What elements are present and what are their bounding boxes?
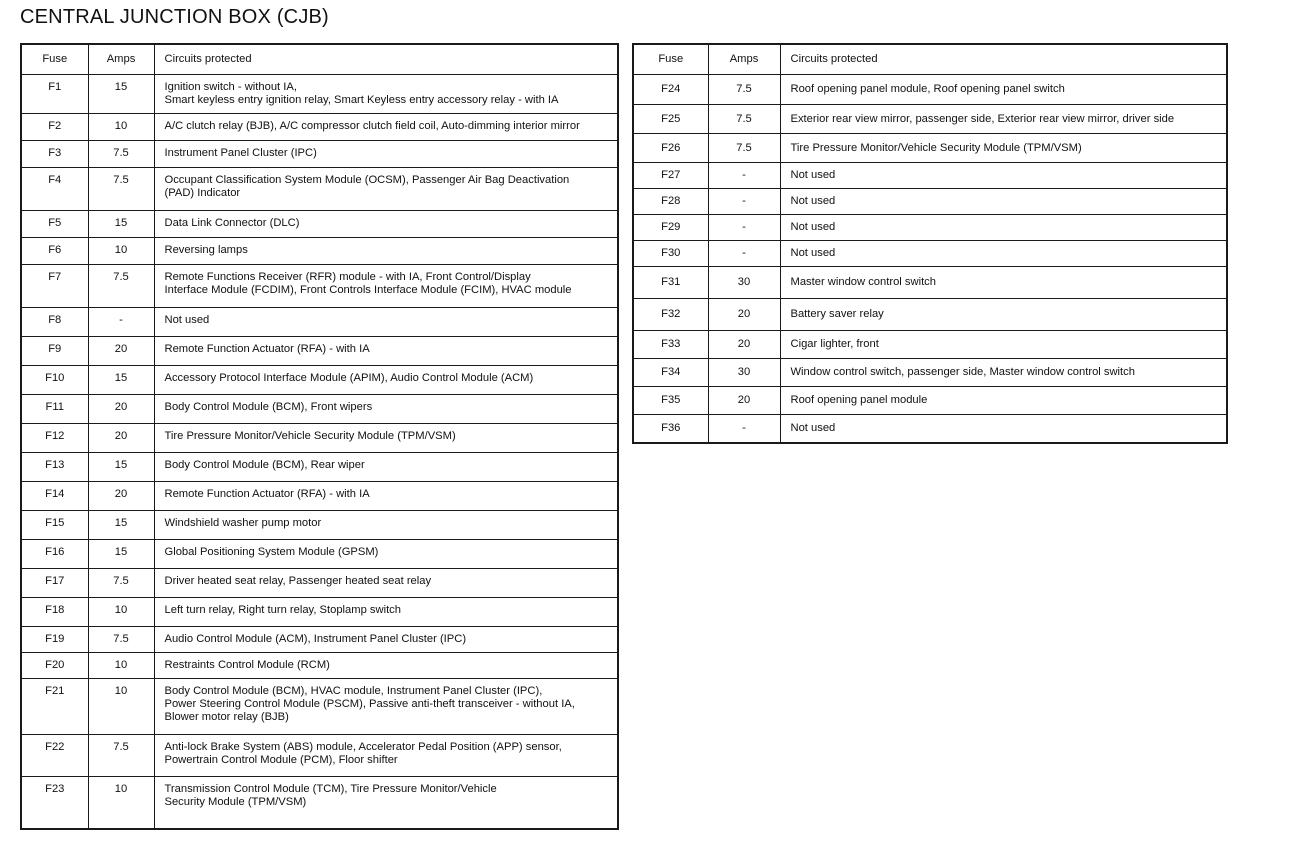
fuse-id: F1 xyxy=(21,75,88,114)
circuit-line: Data Link Connector (DLC) xyxy=(164,217,300,229)
circuit-line: Master window control switch xyxy=(790,276,936,288)
circuit-line: Interface Module (FCDIM), Front Controls Interface Module (FCIM), HVAC module xyxy=(164,284,572,296)
table-row xyxy=(21,735,618,777)
table-row xyxy=(21,453,618,482)
fuse-amps: 10 xyxy=(88,679,154,735)
circuit-line: Tire Pressure Monitor/Vehicle Security Module (TPM/VSM) xyxy=(790,141,1082,154)
circuit-line: Tire Pressure Monitor/Vehicle Security Module (TPM/VSM) xyxy=(164,430,456,442)
fuse-id: F13 xyxy=(21,453,88,482)
circuits-protected xyxy=(154,114,618,141)
circuits-protected xyxy=(780,163,1227,189)
table-row xyxy=(633,299,1227,331)
fuse-amps: - xyxy=(708,415,780,443)
circuit-line: Not used xyxy=(790,247,836,259)
circuit-line: Anti-lock Brake System (ABS) module, Accelerator Pedal Position (APP) sensor, xyxy=(164,741,562,753)
circuits-protected xyxy=(780,134,1227,163)
fuse-id: F25 xyxy=(633,105,708,134)
table-row xyxy=(21,141,618,168)
fuse-id: F9 xyxy=(21,337,88,366)
header-amps: Amps xyxy=(708,44,780,75)
circuits-protected xyxy=(780,415,1227,443)
circuit-line: Powertrain Control Module (PCM), Floor shifter xyxy=(164,754,398,766)
circuits-protected xyxy=(154,366,618,395)
circuits-protected xyxy=(154,540,618,569)
circuits-protected xyxy=(780,215,1227,241)
circuits-protected xyxy=(154,424,618,453)
page-title: CENTRAL JUNCTION BOX (CJB) xyxy=(20,6,329,28)
table-row xyxy=(633,105,1227,134)
fuse-id: F18 xyxy=(21,598,88,627)
fuse-amps: 7.5 xyxy=(88,168,154,211)
table-row xyxy=(21,395,618,424)
header-fuse: Fuse xyxy=(633,44,708,75)
fuse-amps: - xyxy=(708,241,780,267)
table-row xyxy=(633,163,1227,189)
fuse-amps: 15 xyxy=(88,511,154,540)
fuse-id: F23 xyxy=(21,777,88,829)
table-row xyxy=(21,114,618,141)
table-row xyxy=(633,387,1227,415)
circuit-line: A/C clutch relay (BJB), A/C compressor clutch field coil, Auto-dimming interior mirror xyxy=(164,120,580,132)
circuits-protected xyxy=(154,75,618,114)
table-row xyxy=(21,569,618,598)
circuits-protected xyxy=(154,308,618,337)
fuse-id: F3 xyxy=(21,141,88,168)
header-amps: Amps xyxy=(88,44,154,75)
fuse-id: F15 xyxy=(21,511,88,540)
fuse-id: F36 xyxy=(633,415,708,443)
circuits-protected xyxy=(154,453,618,482)
fuse-id: F10 xyxy=(21,366,88,395)
circuits-protected xyxy=(154,211,618,238)
circuits-protected xyxy=(154,511,618,540)
table-row xyxy=(21,238,618,265)
fuse-amps: - xyxy=(708,189,780,215)
fuse-id: F16 xyxy=(21,540,88,569)
fuse-amps: 10 xyxy=(88,777,154,829)
fuse-id: F6 xyxy=(21,238,88,265)
fuse-amps: 15 xyxy=(88,366,154,395)
circuit-line: Instrument Panel Cluster (IPC) xyxy=(164,147,317,159)
circuits-protected xyxy=(154,265,618,308)
fuse-amps: 20 xyxy=(708,331,780,359)
fuse-id: F35 xyxy=(633,387,708,415)
circuit-line: Roof opening panel module xyxy=(790,394,928,406)
fuse-amps: 7.5 xyxy=(88,141,154,168)
fuse-id: F32 xyxy=(633,299,708,331)
fuse-id: F31 xyxy=(633,267,708,299)
fuse-id: F22 xyxy=(21,735,88,777)
table-row xyxy=(21,75,618,114)
fuse-amps: 30 xyxy=(708,267,780,299)
circuit-line: Restraints Control Module (RCM) xyxy=(164,659,330,671)
circuit-line: Not used xyxy=(790,169,836,181)
circuits-protected xyxy=(780,299,1227,331)
circuits-protected xyxy=(154,653,618,679)
table-row xyxy=(633,359,1227,387)
table-row xyxy=(21,308,618,337)
fuse-amps: 20 xyxy=(88,337,154,366)
table-row xyxy=(21,653,618,679)
table-row xyxy=(21,265,618,308)
fuse-id: F5 xyxy=(21,211,88,238)
table-row xyxy=(21,366,618,395)
circuits-protected xyxy=(154,238,618,265)
circuit-line: Security Module (TPM/VSM) xyxy=(164,796,307,808)
fuse-amps: 20 xyxy=(88,482,154,511)
circuits-protected xyxy=(154,337,618,366)
fuse-id: F17 xyxy=(21,569,88,598)
circuits-protected xyxy=(154,735,618,777)
fuse-amps: 7.5 xyxy=(88,265,154,308)
header-circuits: Circuits protected xyxy=(780,44,1227,75)
table-row xyxy=(633,134,1227,163)
circuits-protected xyxy=(154,141,618,168)
fuse-amps: 15 xyxy=(88,540,154,569)
fuse-id: F24 xyxy=(633,75,708,105)
circuits-protected xyxy=(154,679,618,735)
circuit-line: (PAD) Indicator xyxy=(164,187,241,199)
circuits-protected xyxy=(780,387,1227,415)
table-row xyxy=(21,540,618,569)
fuse-amps: 7.5 xyxy=(708,134,780,163)
circuits-protected xyxy=(780,267,1227,299)
fuse-id: F2 xyxy=(21,114,88,141)
fuse-amps: 7.5 xyxy=(708,75,780,105)
circuits-protected xyxy=(780,105,1227,134)
fuse-amps: - xyxy=(708,215,780,241)
circuit-line: Accessory Protocol Interface Module (APIM), Audio Control Module (ACM) xyxy=(164,372,534,384)
circuit-line: Blower motor relay (BJB) xyxy=(164,711,289,723)
fuse-id: F14 xyxy=(21,482,88,511)
table-row xyxy=(633,267,1227,299)
circuit-line: Transmission Control Module (TCM), Tire Pressure Monitor/Vehicle xyxy=(164,783,497,795)
circuit-line: Exterior rear view mirror, passenger side, Exterior rear view mirror, driver side xyxy=(790,112,1175,125)
circuit-line: Power Steering Control Module (PSCM), Passive anti-theft transceiver - without IA, xyxy=(164,698,575,710)
table-row xyxy=(21,482,618,511)
fuse-id: F29 xyxy=(633,215,708,241)
circuit-line: Roof opening panel module, Roof opening panel switch xyxy=(790,83,1065,95)
circuit-line: Body Control Module (BCM), Front wipers xyxy=(164,401,373,413)
circuit-line: Battery saver relay xyxy=(790,308,884,320)
fuse-amps: - xyxy=(708,163,780,189)
fuse-id: F7 xyxy=(21,265,88,308)
table-row xyxy=(21,777,618,829)
circuits-protected xyxy=(780,75,1227,105)
fuse-amps: 7.5 xyxy=(88,735,154,777)
table-row xyxy=(633,215,1227,241)
fuse-id: F4 xyxy=(21,168,88,211)
circuit-line: Remote Function Actuator (RFA) - with IA xyxy=(164,488,370,500)
fuse-id: F8 xyxy=(21,308,88,337)
table-row xyxy=(633,189,1227,215)
fuse-amps: 7.5 xyxy=(88,569,154,598)
table-row xyxy=(21,679,618,735)
table-row xyxy=(21,511,618,540)
fuse-amps: 30 xyxy=(708,359,780,387)
table-row xyxy=(633,241,1227,267)
circuits-protected xyxy=(780,331,1227,359)
circuit-line: Occupant Classification System Module (OCSM), Passenger Air Bag Deactivation xyxy=(164,174,570,186)
table-row xyxy=(633,331,1227,359)
fuse-amps: 20 xyxy=(88,395,154,424)
circuit-line: Left turn relay, Right turn relay, Stoplamp switch xyxy=(164,604,401,616)
circuit-line: Global Positioning System Module (GPSM) xyxy=(164,546,379,558)
fuse-id: F20 xyxy=(21,653,88,679)
fuse-table-left xyxy=(20,43,619,830)
circuit-line: Body Control Module (BCM), HVAC module, Instrument Panel Cluster (IPC), xyxy=(164,685,543,697)
fuse-id: F21 xyxy=(21,679,88,735)
circuits-protected xyxy=(154,569,618,598)
fuse-amps: 10 xyxy=(88,238,154,265)
fuse-id: F11 xyxy=(21,395,88,424)
fuse-amps: 20 xyxy=(708,387,780,415)
circuit-line: Remote Function Actuator (RFA) - with IA xyxy=(164,343,370,355)
fuse-amps: 15 xyxy=(88,211,154,238)
header-circuits: Circuits protected xyxy=(154,44,618,75)
table-row xyxy=(21,168,618,211)
circuits-protected xyxy=(154,168,618,211)
fuse-id: F28 xyxy=(633,189,708,215)
fuse-id: F27 xyxy=(633,163,708,189)
circuits-protected xyxy=(780,241,1227,267)
circuit-line: Cigar lighter, front xyxy=(790,338,879,350)
fuse-id: F30 xyxy=(633,241,708,267)
fuse-id: F12 xyxy=(21,424,88,453)
fuse-id: F19 xyxy=(21,627,88,653)
circuit-line: Reversing lamps xyxy=(164,244,248,256)
table-row xyxy=(633,75,1227,105)
fuse-amps: 10 xyxy=(88,653,154,679)
table-header-row xyxy=(633,44,1227,75)
circuits-protected xyxy=(780,189,1227,215)
fuse-id: F33 xyxy=(633,331,708,359)
table-row xyxy=(21,424,618,453)
circuit-line: Not used xyxy=(790,221,836,233)
fuse-id: F34 xyxy=(633,359,708,387)
table-row xyxy=(21,211,618,238)
circuits-protected xyxy=(154,777,618,829)
fuse-amps: 20 xyxy=(708,299,780,331)
fuse-amps: 7.5 xyxy=(708,105,780,134)
table-row xyxy=(21,598,618,627)
circuit-line: Window control switch, passenger side, Master window control switch xyxy=(790,366,1135,378)
circuit-line: Ignition switch - without IA, xyxy=(164,81,297,93)
circuit-line: Not used xyxy=(790,421,836,434)
circuit-line: Driver heated seat relay, Passenger heated seat relay xyxy=(164,575,432,587)
circuits-protected xyxy=(154,482,618,511)
circuits-protected xyxy=(154,598,618,627)
circuit-line: Windshield washer pump motor xyxy=(164,517,322,529)
table-row xyxy=(633,415,1227,443)
fuse-amps: - xyxy=(88,308,154,337)
fuse-amps: 10 xyxy=(88,114,154,141)
circuit-line: Not used xyxy=(164,314,210,326)
circuits-protected xyxy=(154,627,618,653)
circuit-line: Not used xyxy=(790,195,836,207)
circuit-line: Remote Functions Receiver (RFR) module - with IA, Front Control/Display xyxy=(164,271,531,283)
table-row xyxy=(21,337,618,366)
circuits-protected xyxy=(154,395,618,424)
fuse-amps: 10 xyxy=(88,598,154,627)
circuit-line: Body Control Module (BCM), Rear wiper xyxy=(164,459,365,471)
fuse-amps: 15 xyxy=(88,75,154,114)
fuse-table-right xyxy=(632,43,1228,444)
table-header-row xyxy=(21,44,618,75)
fuse-amps: 20 xyxy=(88,424,154,453)
circuit-line: Smart keyless entry ignition relay, Smart Keyless entry accessory relay - with IA xyxy=(164,94,559,106)
circuit-line: Audio Control Module (ACM), Instrument Panel Cluster (IPC) xyxy=(164,633,467,645)
table-row xyxy=(21,627,618,653)
fuse-amps: 7.5 xyxy=(88,627,154,653)
fuse-amps: 15 xyxy=(88,453,154,482)
circuits-protected xyxy=(780,359,1227,387)
header-fuse: Fuse xyxy=(21,44,88,75)
fuse-id: F26 xyxy=(633,134,708,163)
